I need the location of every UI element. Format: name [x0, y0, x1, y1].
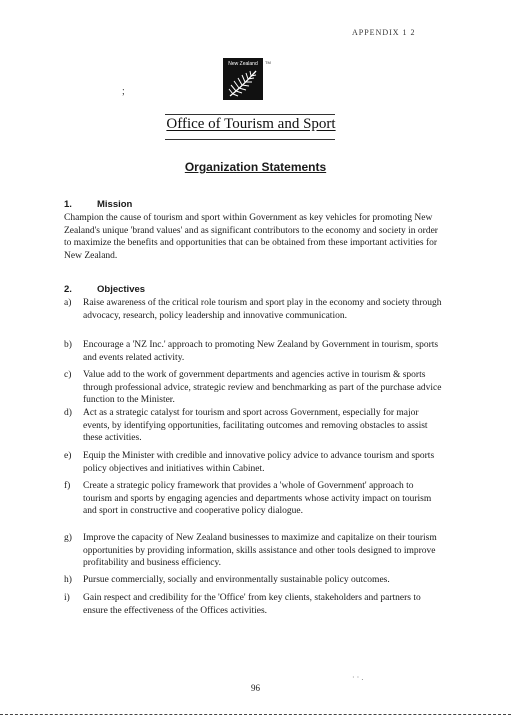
- section-heading-text: Objectives: [97, 284, 146, 295]
- objective-letter: b): [64, 340, 72, 350]
- objective-letter: g): [64, 533, 72, 543]
- objective-item-g: [64, 532, 444, 570]
- objective-letter: i): [64, 593, 70, 603]
- objective-item-e: [64, 450, 444, 475]
- objective-text: Equip the Minister with credible and innovative policy advice to advance tourism and sports policy objectives and initiatives within Cabinet.: [83, 451, 435, 474]
- objective-item-d: [64, 407, 444, 445]
- objective-text: Pursue commercially, socially and environmentally sustainable policy outcomes.: [83, 575, 390, 585]
- objective-letter: h): [64, 575, 72, 585]
- logo-text: New Zealand: [228, 61, 258, 67]
- section-heading-text: Mission: [97, 199, 133, 210]
- title-rule-top: [165, 114, 335, 115]
- objective-item-f: [64, 480, 444, 518]
- trademark-mark: TM: [265, 60, 271, 65]
- objective-text: Act as a strategic catalyst for tourism and sport across Government, especially for major events, by identifying opportunities, facilitating outcomes and removing obstacles to assist these activities.: [83, 408, 428, 443]
- title-rule-bottom: [165, 139, 335, 140]
- office-title: Office of Tourism and Sport: [166, 116, 336, 132]
- scan-dots: · · .: [352, 673, 364, 682]
- objective-letter: f): [64, 481, 71, 491]
- stray-mark: ;: [122, 86, 125, 97]
- objective-item-a: [64, 297, 444, 322]
- section-number: 2.: [64, 284, 72, 295]
- objective-letter: d): [64, 408, 72, 418]
- mission-heading: [64, 199, 132, 210]
- objectives-heading: [64, 284, 145, 295]
- objective-item-c: [64, 369, 444, 407]
- page-bottom-rule: [0, 714, 511, 715]
- objective-letter: a): [64, 298, 72, 308]
- objective-item-i: [64, 592, 444, 617]
- objective-item-h: [64, 574, 444, 587]
- objective-letter: c): [64, 370, 72, 380]
- objective-text: Encourage a 'NZ Inc.' approach to promoting New Zealand by Government in tourism, sports and events related activity.: [83, 340, 439, 363]
- objective-letter: e): [64, 451, 72, 461]
- appendix-label: APPENDIX 1 2: [352, 28, 416, 37]
- document-title: Organization Statements: [184, 160, 327, 174]
- page-number: 96: [251, 683, 260, 693]
- objective-text: Create a strategic policy framework that provides a 'whole of Government' approach to tourism and sports by engaging agencies and departments whose activity impact on tourism and sport in constructive and cooperative policy dialogue.: [83, 481, 432, 516]
- objective-text: Improve the capacity of New Zealand businesses to maximize and capitalize on their tourism opportunities by providing information, skills assistance and other tools designed to improve profitability and business efficiency.: [83, 533, 437, 568]
- objective-text: Gain respect and credibility for the 'Office' from key clients, stakeholders and partners to ensure the effectiveness of the Offices activities.: [83, 593, 421, 616]
- mission-paragraph: Champion the cause of tourism and sport within Government as key vehicles for promoting New Zealand's unique 'brand values' and as significant contributors to the economy and society in order to maximize the benefits and opportunities that can be obtained from these important activities for New Zealand.: [64, 213, 438, 261]
- objective-text: Raise awareness of the critical role tourism and sport play in the economy and society through advocacy, research, policy leadership and innovative communication.: [83, 298, 442, 321]
- objective-item-b: [64, 339, 444, 364]
- fern-icon: [227, 69, 259, 98]
- new-zealand-logo: [223, 58, 263, 100]
- section-number: 1.: [64, 199, 72, 210]
- objective-text: Value add to the work of government departments and agencies active in tourism & sports through professional advice, strategic review and benchmarking as part of the purchase advice function to the Minister.: [83, 370, 442, 405]
